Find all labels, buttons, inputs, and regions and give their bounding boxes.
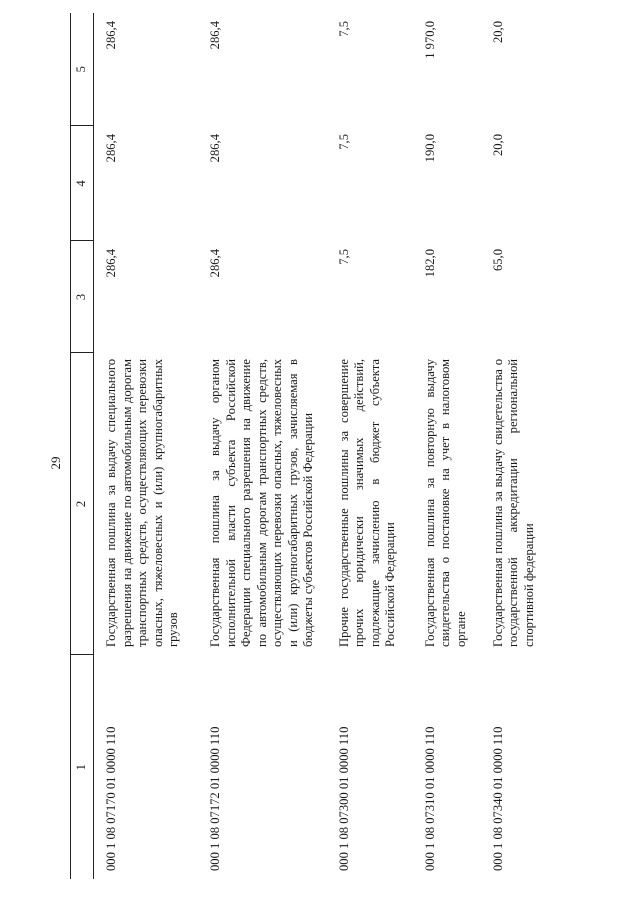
budget-code: 000 1 08 07310 01 0000 110 (422, 726, 437, 871)
table-row (198, 13, 327, 879)
table-header-row (71, 13, 94, 879)
revenue-name: Государственная пошлина за выдачу свидетельства о государственной аккредитации региональной спортивной федерации (490, 359, 536, 647)
header-col-1: 1 (71, 655, 94, 879)
value-col-4: 20,0 (490, 134, 505, 157)
value-col-3: 286,4 (208, 249, 222, 278)
budget-code: 000 1 08 07340 01 0000 110 (490, 726, 505, 871)
revenue-name: Государственная пошлина за повторную выдачу свидетельства о постановке на учет в налоговом органе (422, 359, 468, 647)
value-col-4: 286,4 (104, 134, 118, 163)
table-row (327, 13, 413, 879)
value-col-5: 286,4 (104, 21, 118, 50)
revenue-name: Государственная пошлина за выдачу специального разрешения на движение по автомобильным дорогам транспортных средств, осуществляющих перевозки опасных, тяжеловесных и (или) крупногабаритных грузов (104, 359, 180, 647)
value-col-5: 7,5 (336, 21, 351, 37)
table-row (94, 13, 199, 879)
header-col-4: 4 (71, 126, 94, 241)
revenue-name: Прочие государственные пошлины за совершение прочих юридически значимых действий, подлежащие зачислению в бюджет субъекта Российской Федерации (336, 359, 397, 647)
budget-revenue-table (70, 13, 549, 879)
table-row (413, 13, 481, 879)
value-col-3: 286,4 (104, 249, 118, 278)
header-col-5: 5 (71, 13, 94, 126)
value-col-5: 20,0 (490, 21, 505, 44)
value-col-3: 182,0 (422, 249, 437, 278)
page-number: 29 (48, 456, 63, 470)
header-col-3: 3 (71, 241, 94, 353)
value-col-4: 286,4 (208, 134, 222, 163)
value-col-5: 1 970,0 (422, 21, 437, 59)
value-col-4: 7,5 (336, 134, 351, 150)
value-col-4: 190,0 (422, 134, 437, 163)
revenue-name: Государственная пошлина за выдачу органом исполнительной власти субъекта Российской Федерации специального разрешения на движение по автомобильным дорогам транспортных средств, осуществляющих перевозки опасных, тяжеловесных и (или) крупногабаритных грузов, зачисляемая в бюджеты субъектов Российской Федерации (208, 359, 315, 647)
rotated-page-content (70, 0, 630, 905)
header-col-2: 2 (71, 353, 94, 655)
budget-code: 000 1 08 07172 01 0000 110 (208, 726, 222, 871)
table-row (481, 13, 549, 879)
budget-code: 000 1 08 07300 01 0000 110 (336, 726, 351, 871)
value-col-5: 286,4 (208, 21, 222, 50)
budget-code: 000 1 08 07170 01 0000 110 (104, 726, 118, 871)
value-col-3: 7,5 (336, 249, 351, 265)
value-col-3: 65,0 (490, 249, 505, 272)
